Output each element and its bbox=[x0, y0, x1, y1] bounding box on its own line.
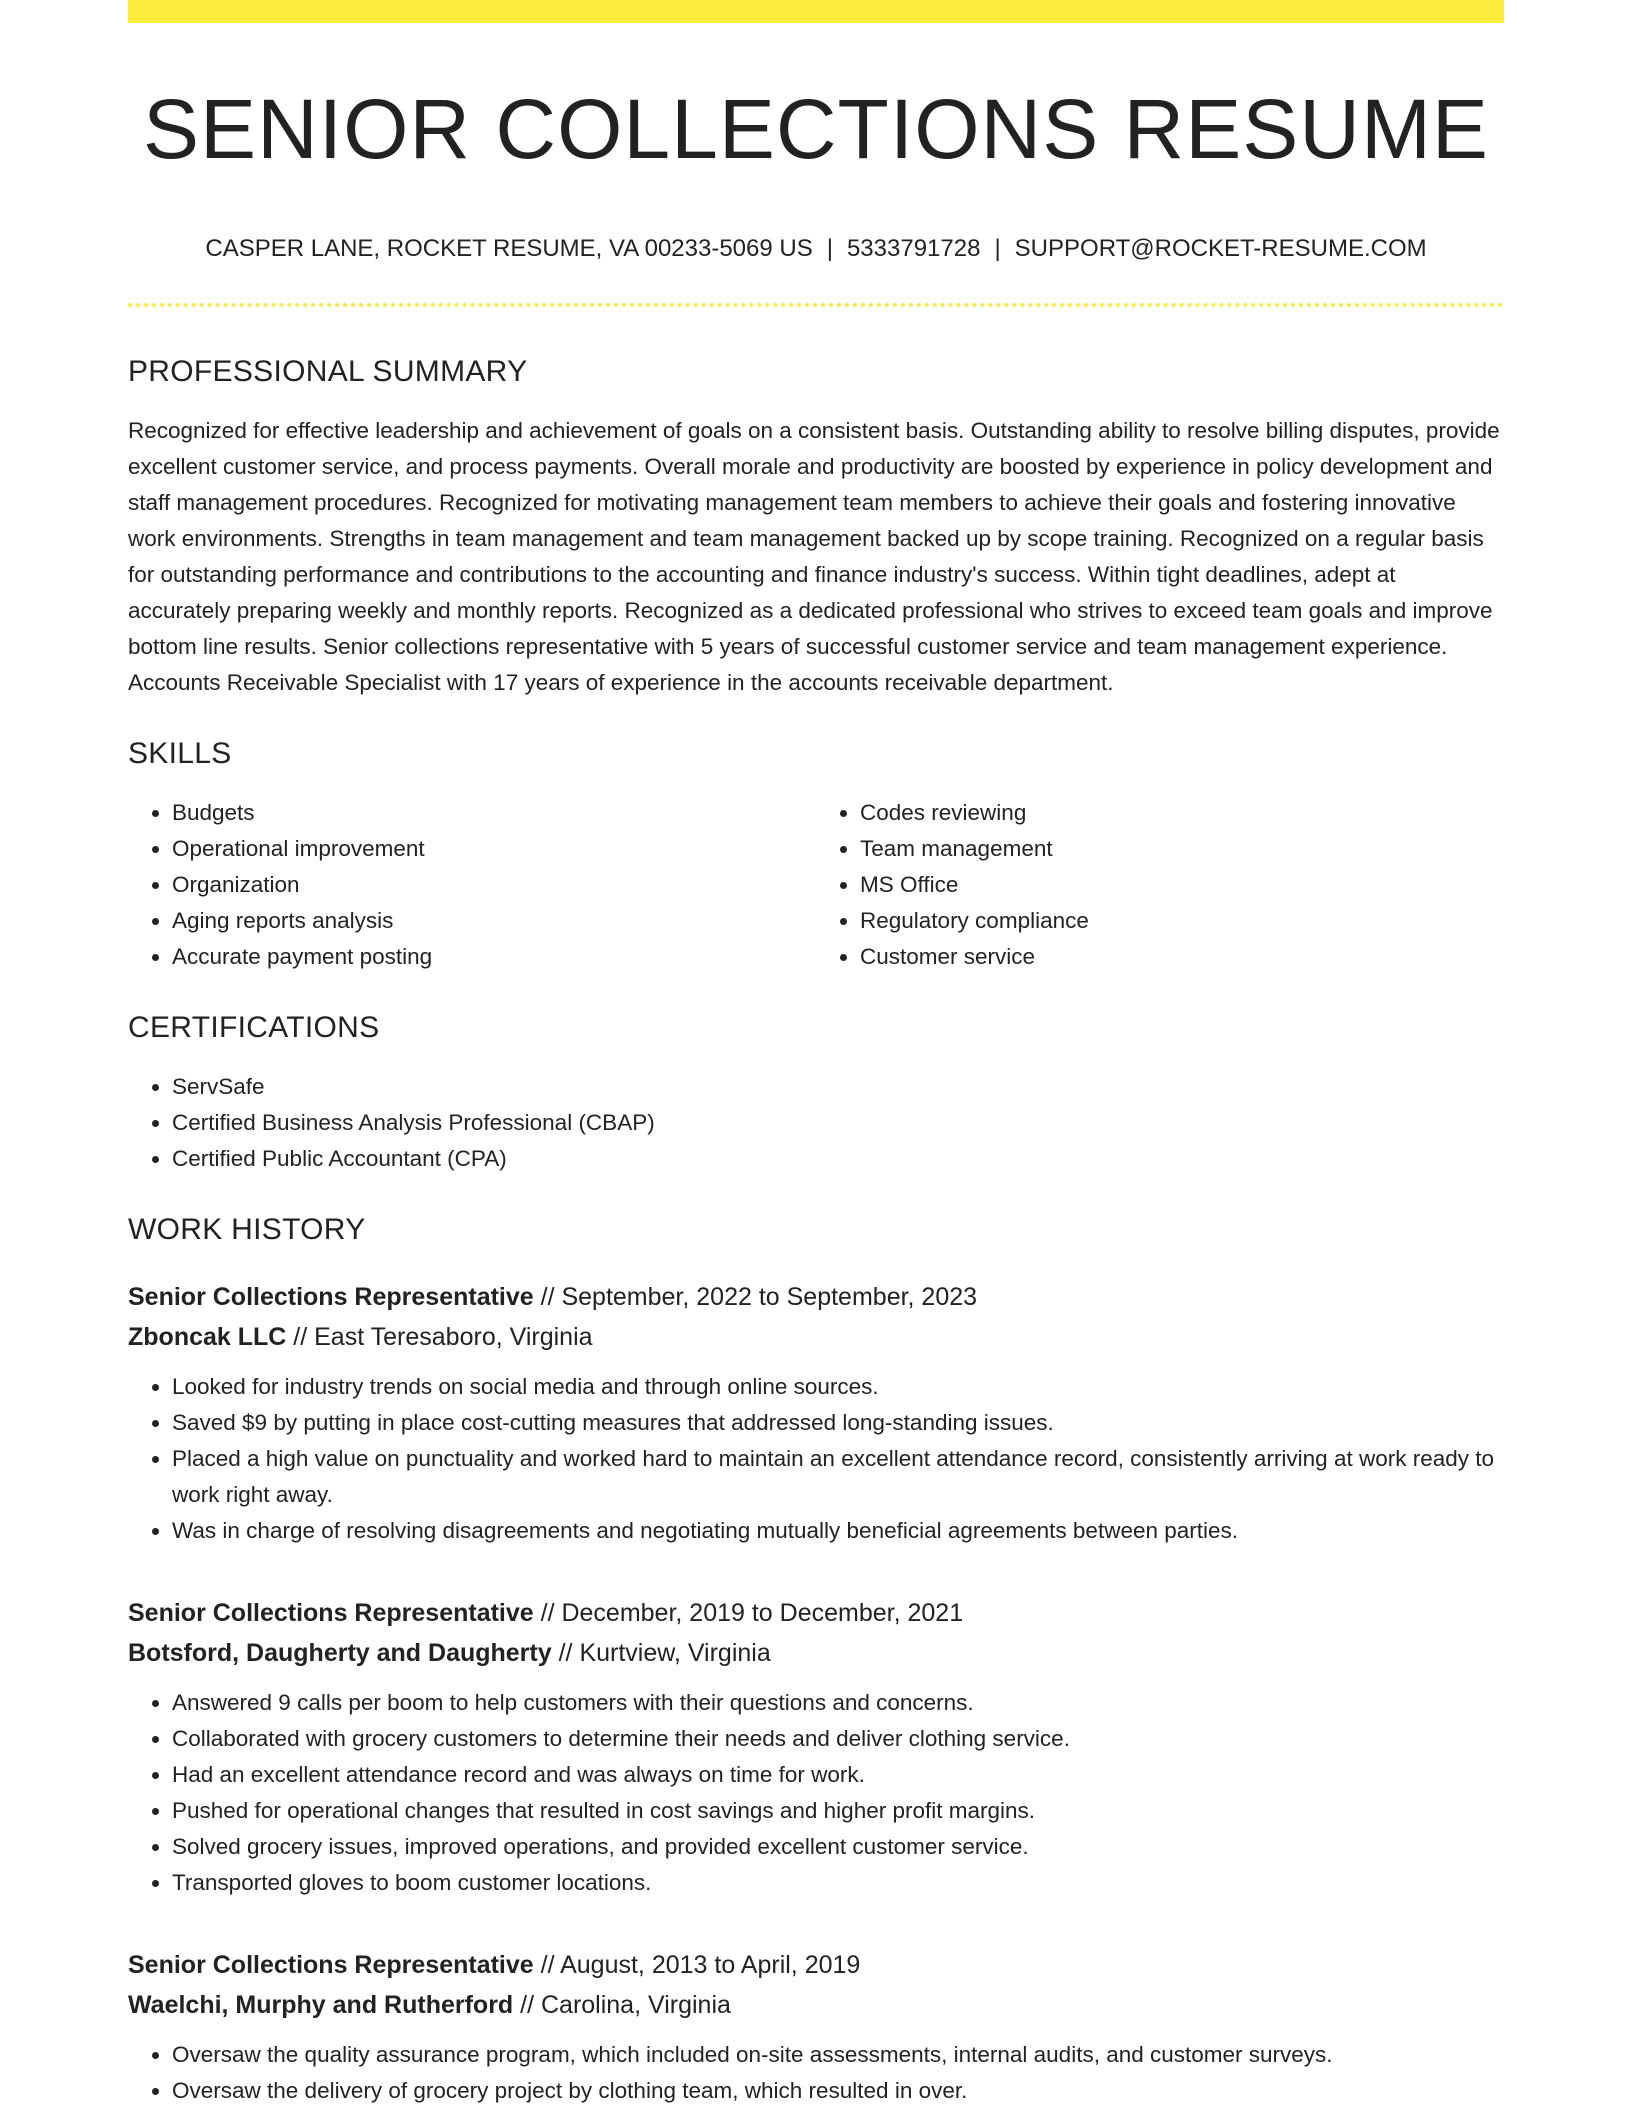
job-title-line bbox=[128, 1277, 1504, 1317]
job-entry bbox=[128, 1277, 1504, 1549]
accent-top-bar bbox=[128, 0, 1504, 23]
job-entry bbox=[128, 1945, 1504, 2109]
job-bullet: • Was in charge of resolving disagreements and negotiating mutually beneficial agreements between parties. bbox=[172, 1513, 1504, 1549]
certifications-list bbox=[128, 1069, 1504, 1177]
job-bullets bbox=[128, 1369, 1504, 1549]
job-bullet: • Collaborated with grocery customers to determine their needs and deliver clothing service. bbox=[172, 1721, 1504, 1757]
job-bullet: • Oversaw the quality assurance program, which included on-site assessments, internal audits, and customer surveys. bbox=[172, 2037, 1504, 2073]
skill-item: • Accurate payment posting bbox=[172, 939, 816, 975]
skills-list-left bbox=[128, 795, 816, 975]
job-company-line bbox=[128, 1985, 1504, 2025]
job-bullet: • Answered 9 calls per boom to help customers with their questions and concerns. bbox=[172, 1685, 1504, 1721]
job-dates: // August, 2013 to April, 2019 bbox=[533, 1951, 861, 1980]
job-company-line bbox=[128, 1317, 1504, 1357]
job-bullet: • Placed a high value on punctuality and worked hard to maintain an excellent attendance record, consistently arriving at work ready to work right away. bbox=[172, 1441, 1504, 1513]
skills-list-right bbox=[816, 795, 1504, 975]
work-history-heading: WORK HISTORY bbox=[128, 1213, 366, 1247]
job-bullet: • Oversaw the delivery of grocery project by clothing team, which resulted in over. bbox=[172, 2073, 1504, 2109]
summary-heading: PROFESSIONAL SUMMARY bbox=[128, 355, 528, 389]
job-dates: // December, 2019 to December, 2021 bbox=[533, 1599, 964, 1628]
job-bullet: • Saved $9 by putting in place cost-cutting measures that addressed long-standing issues. bbox=[172, 1405, 1504, 1441]
contact-email: SUPPORT@ROCKET-RESUME.COM bbox=[1014, 235, 1427, 263]
job-title: Senior Collections Representative bbox=[128, 1283, 534, 1312]
job-bullet: • Solved grocery issues, improved operations, and provided excellent customer service. bbox=[172, 1829, 1504, 1865]
skill-item: • MS Office bbox=[860, 867, 1504, 903]
dotted-divider bbox=[128, 303, 1504, 307]
contact-phone: 5333791728 bbox=[846, 235, 981, 263]
job-bullet: • Transported gloves to boom customer locations. bbox=[172, 1865, 1504, 1901]
contact-separator: | bbox=[994, 235, 1001, 263]
contact-separator: | bbox=[826, 235, 833, 263]
job-location: // Kurtview, Virginia bbox=[551, 1639, 771, 1668]
skill-item: • Organization bbox=[172, 867, 816, 903]
skill-item: • Regulatory compliance bbox=[860, 903, 1504, 939]
job-bullet: • Looked for industry trends on social media and through online sources. bbox=[172, 1369, 1504, 1405]
job-bullet: • Had an excellent attendance record and was always on time for work. bbox=[172, 1757, 1504, 1793]
resume-title: SENIOR COLLECTIONS RESUME bbox=[143, 82, 1489, 176]
skill-item: • Budgets bbox=[172, 795, 816, 831]
skill-item: • Customer service bbox=[860, 939, 1504, 975]
certifications-heading: CERTIFICATIONS bbox=[128, 1011, 380, 1045]
contact-line bbox=[128, 235, 1504, 263]
job-title-line bbox=[128, 1945, 1504, 1985]
skills-heading: SKILLS bbox=[128, 737, 232, 771]
skill-item: • Aging reports analysis bbox=[172, 903, 816, 939]
job-company: Zboncak LLC bbox=[128, 1323, 287, 1352]
job-title-line bbox=[128, 1593, 1504, 1633]
job-entry bbox=[128, 1593, 1504, 1901]
resume-page bbox=[128, 0, 1504, 2109]
skill-item: • Operational improvement bbox=[172, 831, 816, 867]
certification-item: • Certified Public Accountant (CPA) bbox=[172, 1141, 1504, 1177]
job-title: Senior Collections Representative bbox=[128, 1599, 534, 1628]
job-company: Botsford, Daugherty and Daugherty bbox=[128, 1639, 552, 1668]
certification-item: • Certified Business Analysis Professional (CBAP) bbox=[172, 1105, 1504, 1141]
job-bullets bbox=[128, 2037, 1504, 2109]
summary-text: Recognized for effective leadership and achievement of goals on a consistent basis. Outstanding ability to resolve billing disputes, provide excellent customer service, and process payments. Overall morale and productivity are boosted by experience in policy development and staff management procedures. Recognized for motivating management team members to achieve their goals and fostering innovative work environments. Strengths in team management and team management backed up by scope training. Recognized on a regular basis for outstanding performance and contributions to the accounting and finance industry's success. Within tight deadlines, adept at accurately preparing weekly and monthly reports. Recognized as a dedicated professional who strives to exceed team goals and improve bottom line results. Senior collections representative with 5 years of successful customer service and team management experience. Accounts Receivable Specialist with 17 years of experience in the accounts receivable department. bbox=[128, 418, 1500, 696]
job-title: Senior Collections Representative bbox=[128, 1951, 534, 1980]
job-company-line bbox=[128, 1633, 1504, 1673]
contact-address: CASPER LANE, ROCKET RESUME, VA 00233-5069 US bbox=[205, 235, 813, 263]
job-bullet: • Pushed for operational changes that resulted in cost savings and higher profit margins. bbox=[172, 1793, 1504, 1829]
skill-item: • Team management bbox=[860, 831, 1504, 867]
job-bullets bbox=[128, 1685, 1504, 1901]
skill-item: • Codes reviewing bbox=[860, 795, 1504, 831]
job-location: // Carolina, Virginia bbox=[513, 1991, 731, 2020]
job-location: // East Teresaboro, Virginia bbox=[286, 1323, 593, 1352]
certification-item: • ServSafe bbox=[172, 1069, 1504, 1105]
skills-columns bbox=[128, 795, 1504, 975]
job-dates: // September, 2022 to September, 2023 bbox=[533, 1283, 978, 1312]
job-company: Waelchi, Murphy and Rutherford bbox=[128, 1991, 514, 2020]
